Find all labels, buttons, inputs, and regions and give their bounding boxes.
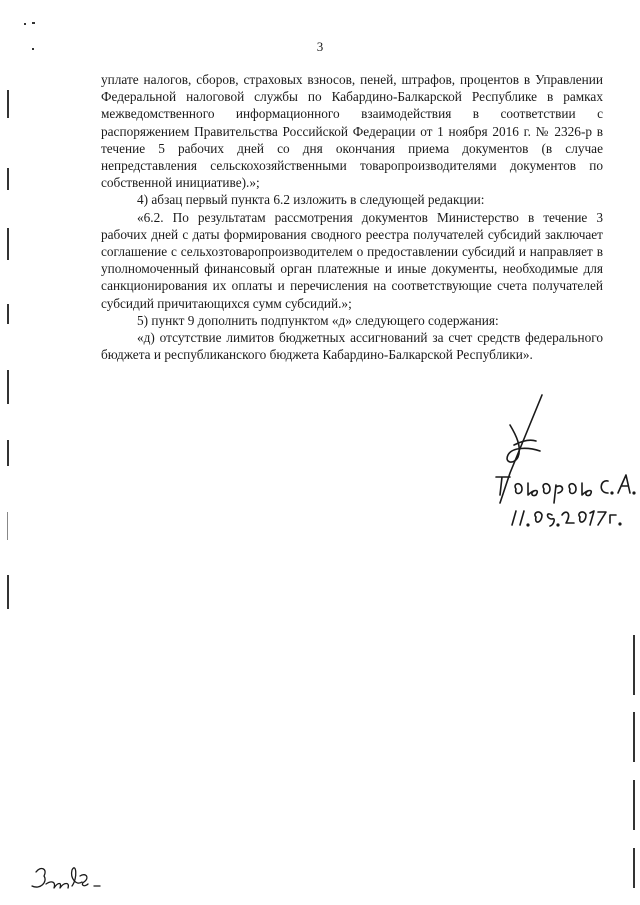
scan-edge-line (633, 712, 635, 762)
scan-edge-line (633, 848, 635, 888)
scan-edge-line (7, 575, 9, 609)
paragraph: 5) пункт 9 дополнить подпунктом «д» следующего содержания: (137, 312, 499, 328)
paragraph: уплате налогов, сборов, страховых взносов, пеней, штрафов, процентов в Управлении Федеральной налоговой службы по Кабардино-Балкарской Республике в рамках межведомственного информационного взаимодействия в соответствии с распоряжением Правительства Российской Федерации от 1 ноября 2016 г. № 2326-р в течение 5 рабочих дней со дня окончания приема документов (в случае непредставления сельскохозяйственными товаропроизводителями документов по собственной инициативе).»; (101, 72, 603, 191)
scan-edge-line (7, 90, 9, 118)
scan-edge-line (7, 440, 9, 466)
paragraph: 4) абзац первый пункта 6.2 изложить в следующей редакции: (137, 192, 485, 208)
handwritten-signature (470, 385, 640, 535)
scan-mark (32, 22, 35, 24)
scan-edge-line (7, 304, 9, 324)
scan-edge-line (7, 228, 9, 260)
paragraph: «д) отсутствие лимитов бюджетных ассигнований за счет средств федерального бюджета и республиканского бюджета Кабардино-Балкарской Республики». (101, 330, 603, 363)
scan-edge-line (7, 168, 9, 190)
document-body (101, 71, 603, 363)
scan-edge-line (633, 780, 635, 830)
scan-edge-line (7, 370, 9, 404)
scan-edge-line (7, 512, 8, 540)
scan-mark (24, 23, 26, 25)
handwritten-initials (28, 852, 108, 897)
page-number: 3 (316, 39, 324, 54)
paragraph: «6.2. По результатам рассмотрения документов Министерство в течение 3 рабочих дней с даты формирования сводного реестра получателей субсидий заключает соглашение с сельхозтоваропроизводителем о предоставлении субсидий и направляет в уполномоченный финансовый орган платежные и иные документы, необходимые для санкционирования их оплаты и перечисления на соответствующие счета получателей субсидий причитающихся сумм субсидий.»; (101, 209, 603, 311)
scan-edge-line (633, 635, 635, 695)
